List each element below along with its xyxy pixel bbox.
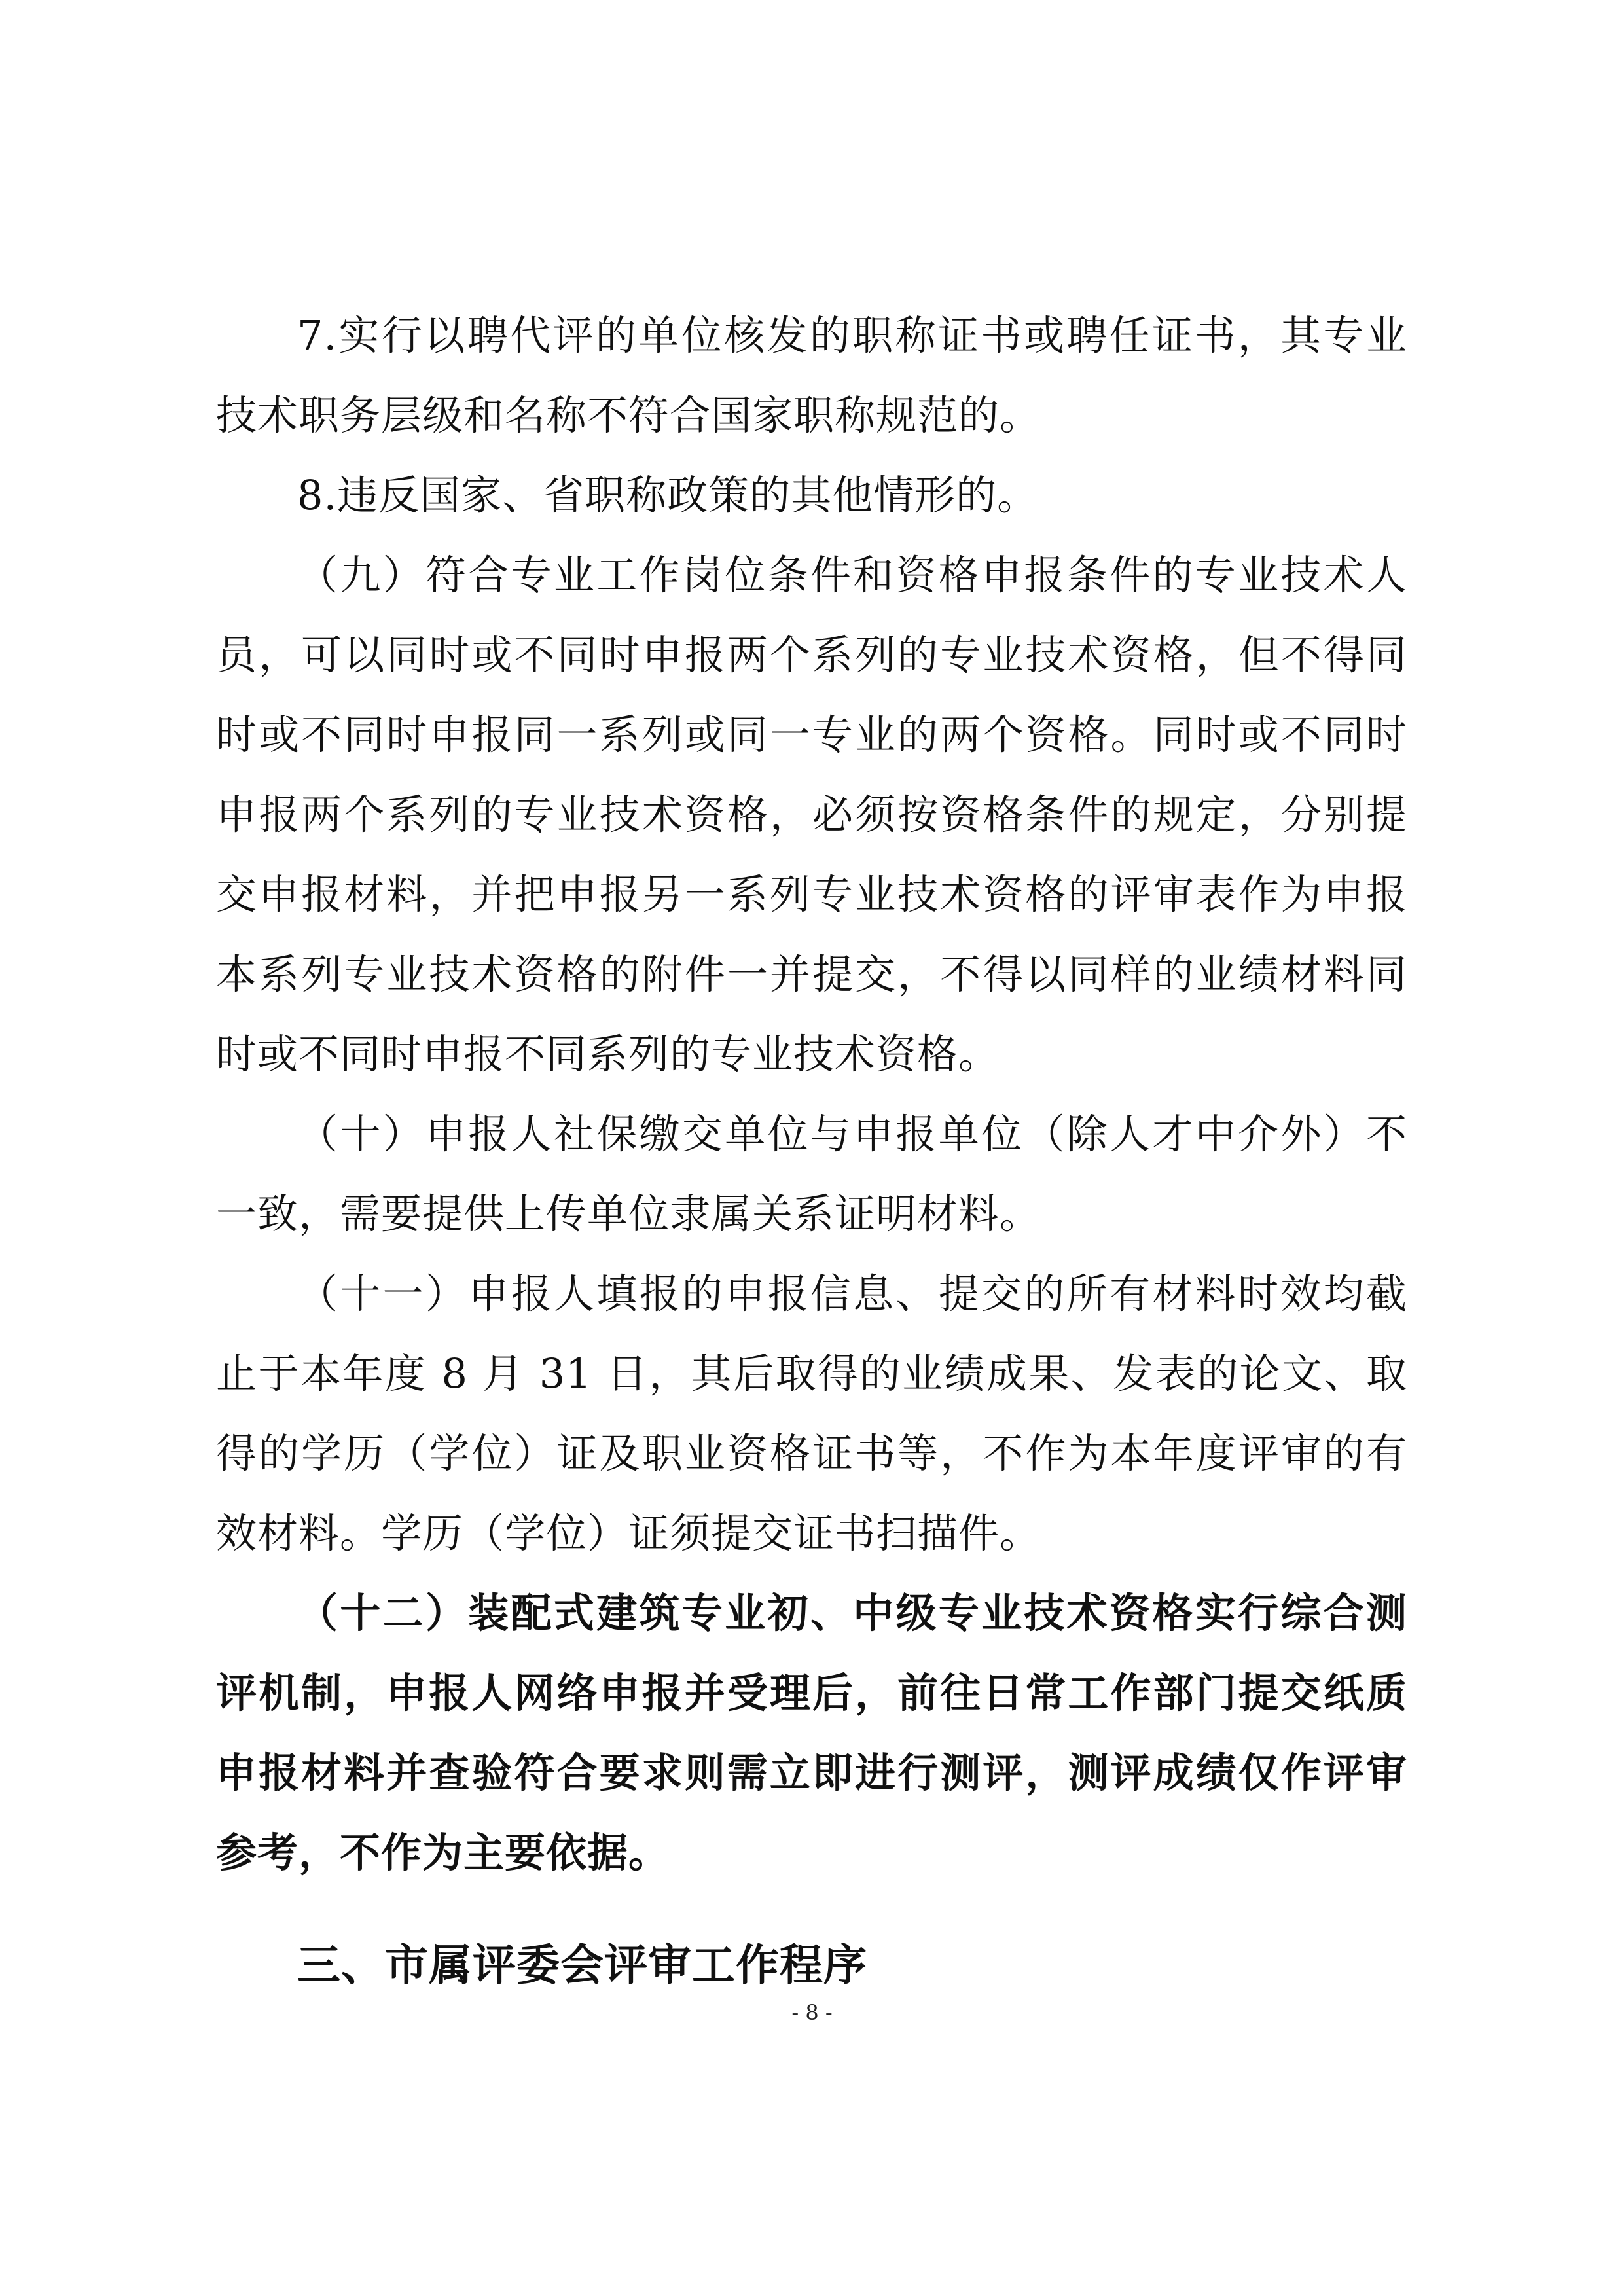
paragraph-line: 时或不同时申报不同系列的专业技术资格。 <box>216 1030 1000 1078</box>
paragraph-line: （九）符合专业工作岗位条件和资格申报条件的专业技术人 <box>297 551 1407 599</box>
paragraph-line: 8.违反国家、省职称政策的其他情形的。 <box>297 471 1039 519</box>
paragraph-line: 7.实行以聘代评的单位核发的职称证书或聘任证书，其专业 <box>297 312 1407 359</box>
bold-paragraph-line: 评机制，申报人网络申报并受理后，前往日常工作部门提交纸质 <box>216 1669 1407 1717</box>
bold-paragraph-line: 参考，不作为主要依据。 <box>216 1829 670 1876</box>
paragraph-line: 效材料。学历（学位）证须提交证书扫描件。 <box>216 1509 1041 1557</box>
page-number: - 8 - <box>791 2000 833 2025</box>
section-heading: 三、市属评委会评审工作程序 <box>297 1940 867 1990</box>
paragraph-line: 申报两个系列的专业技术资格，必须按资格条件的规定，分别提 <box>216 791 1407 838</box>
paragraph-line: 员，可以同时或不同时申报两个系列的专业技术资格，但不得同 <box>216 631 1407 679</box>
bold-paragraph-line: 申报材料并查验符合要求则需立即进行测评，测评成绩仅作评审 <box>216 1749 1407 1797</box>
paragraph-line: 技术职务层级和名称不符合国家职称规范的。 <box>216 391 1041 439</box>
paragraph-line: （十一）申报人填报的申报信息、提交的所有材料时效均截 <box>297 1270 1407 1318</box>
paragraph-line: 得的学历（学位）证及职业资格证书等，不作为本年度评审的有 <box>216 1429 1407 1477</box>
paragraph-line: 止于本年度 8 月 31 日，其后取得的业绩成果、发表的论文、取 <box>216 1350 1407 1397</box>
paragraph-line: 交申报材料，并把申报另一系列专业技术资格的评审表作为申报 <box>216 870 1407 918</box>
bold-paragraph-line: （十二）装配式建筑专业初、中级专业技术资格实行综合测 <box>297 1589 1407 1637</box>
paragraph-line: 本系列专业技术资格的附件一并提交，不得以同样的业绩材料同 <box>216 950 1407 998</box>
paragraph-line: 一致，需要提供上传单位隶属关系证明材料。 <box>216 1190 1041 1238</box>
paragraph-line: （十）申报人社保缴交单位与申报单位（除人才中介外）不 <box>297 1110 1407 1158</box>
paragraph-line: 时或不同时申报同一系列或同一专业的两个资格。同时或不同时 <box>216 711 1407 759</box>
document-body <box>216 296 1407 1893</box>
